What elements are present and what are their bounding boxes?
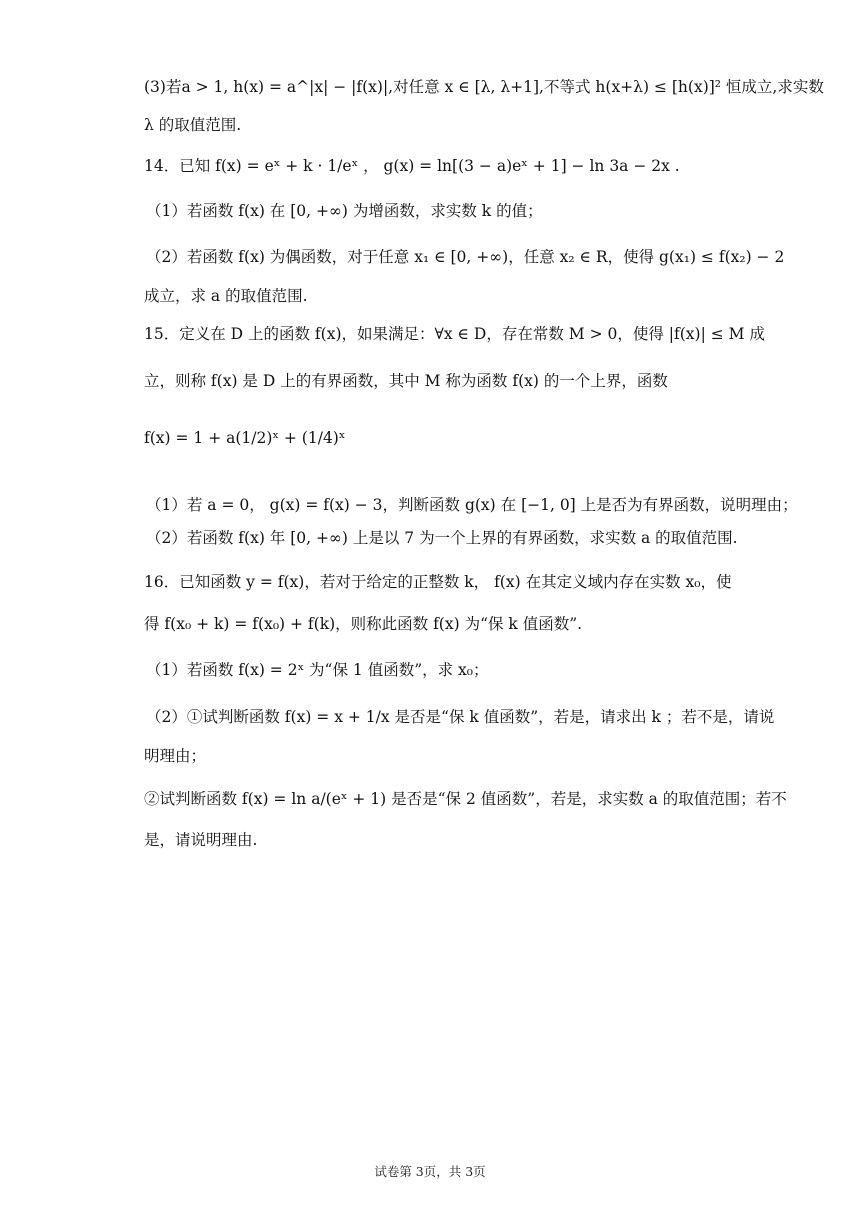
q14-part2-line1: （2）若函数 f(x) 为偶函数，对于任意 x₁ ∈ [0, +∞)，任意 x₂ ∈ R，使得 g(x₁) ≤ f(x₂) − 2 [146,248,785,266]
q16-stem-line2: 得 f(x₀ + k) = f(x₀) + f(k)，则称此函数 f(x) 为“保 k 值函数”. [144,615,583,633]
q16-part2b-line2: 是，请说明理由. [144,831,258,849]
q14-stem: 14．已知 f(x) = eˣ + k · 1/eˣ ， g(x) = ln[(3 − a)eˣ + 1] − ln 3a − 2x . [144,157,680,175]
q14-part2-line2: 成立，求 a 的取值范围. [144,287,308,305]
q16-part2b-line1: ②试判断函数 f(x) = ln a/(eˣ + 1) 是否是“保 2 值函数”，若是，求实数 a 的取值范围；若不 [144,790,787,808]
q14-part1: （1）若函数 f(x) 在 [0, +∞) 为增函数，求实数 k 的值； [146,202,543,220]
q16-part2-line1: （2）①试判断函数 f(x) = x + 1/x 是否是“保 k 值函数”，若是，请求出 k ；若不是，请说 [146,708,775,726]
q13-part3-line2: λ 的取值范围. [144,116,242,134]
q16-part2-line2: 明理由； [144,747,207,765]
q15-stem-line2: 立，则称 f(x) 是 D 上的有界函数，其中 M 称为函数 f(x) 的一个上界，函数 [144,372,668,390]
page-footer: 试卷第 3页，共 3页 [374,1164,486,1179]
q13-part3-line1: (3)若a > 1, h(x) = a^|x| − |f(x)|,对任意 x ∈ [λ, λ+1],不等式 h(x+λ) ≤ [h(x)]² 恒成立,求实数 [144,78,824,96]
q16-stem-line1: 16．已知函数 y = f(x)，若对于给定的正整数 k， f(x) 在其定义域内存在实数 x₀，使 [144,573,732,591]
q16-part1: （1）若函数 f(x) = 2ˣ 为“保 1 值函数”，求 x₀； [146,661,489,679]
q15-part1: （1）若 a = 0， g(x) = f(x) − 3，判断函数 g(x) 在 [−1, 0] 上是否为有界函数，说明理由； [146,496,798,514]
q15-stem-line1: 15．定义在 D 上的函数 f(x)，如果满足：∀x ∈ D，存在常数 M > 0，使得 |f(x)| ≤ M 成 [144,325,765,343]
q15-part2: （2）若函数 f(x) 年 [0, +∞) 上是以 7 为一个上界的有界函数，求实数 a 的取值范围. [146,529,738,547]
q15-function: f(x) = 1 + a(1/2)ˣ + (1/4)ˣ [144,429,346,447]
